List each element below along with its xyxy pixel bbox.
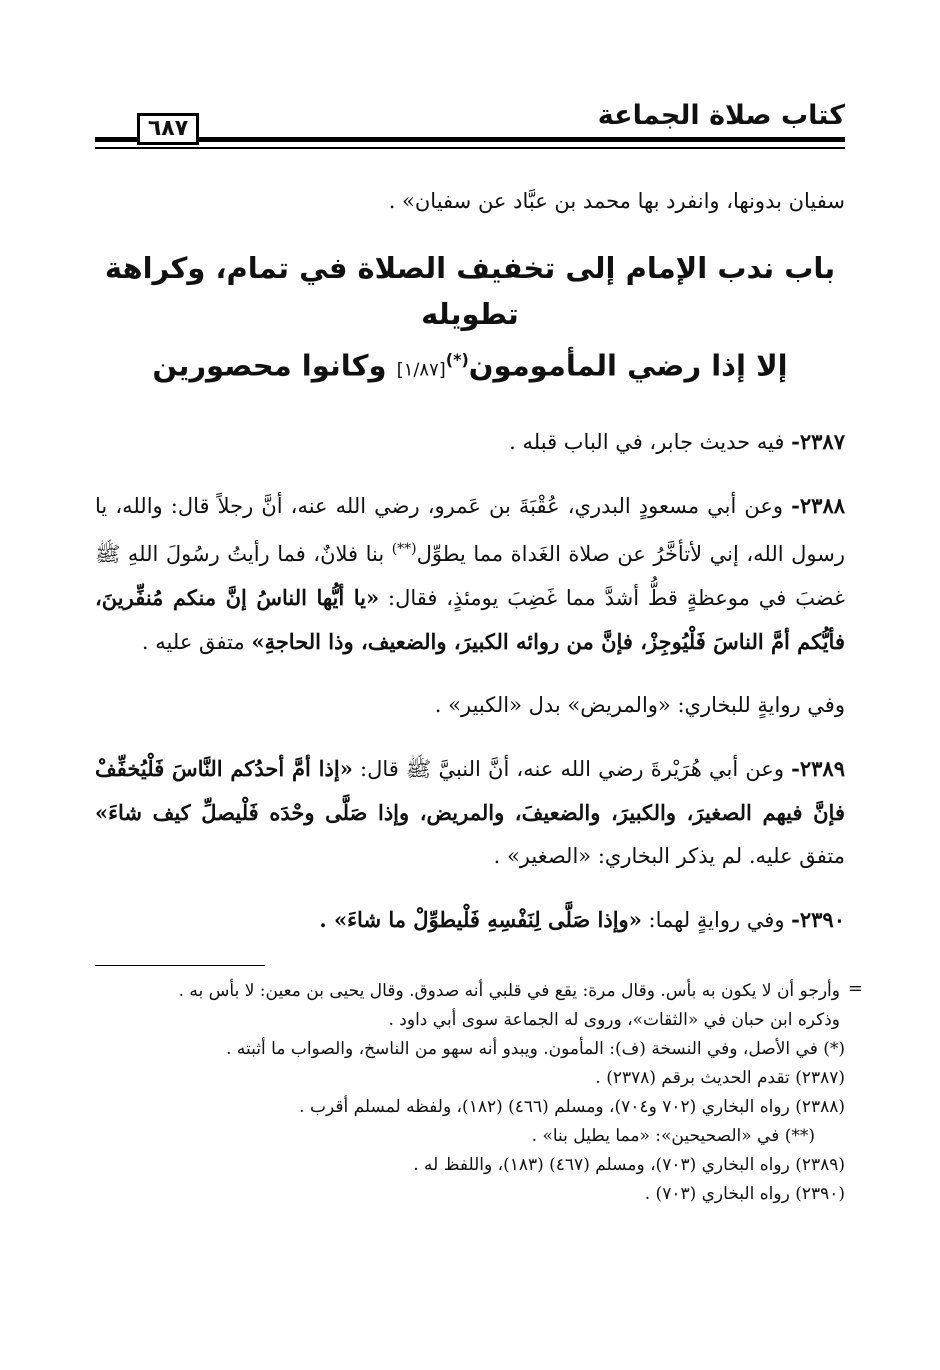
page-number: ٦٨٧ xyxy=(137,113,199,145)
hadith-text: وعن أبي مسعودٍ البدري، عُقْبَةَ بن عَمرو، رضي الله عنه، أنَّ رجلاً قال: والله، يا رسول الله، إني لأتأخَّرُ عن صلاة الغَداة مما يطوِّل xyxy=(95,493,845,566)
footnote-2389: (٢٣٨٩) رواه البخاري (٧٠٣)، ومسلم (٤٦٧) (١٨٣)، واللفظ له . xyxy=(413,1155,845,1175)
hadith-text: وعن أبي هُرَيْرةَ رضي الله عنه، أنَّ النبيَّ ﷺ قال: xyxy=(360,756,784,781)
hadith-2388 xyxy=(95,484,845,664)
footnotes xyxy=(95,978,863,1210)
hadith-number: ٢٣٨٧- xyxy=(791,428,845,454)
hadith-2389 xyxy=(95,747,845,878)
hadith-grading: متفق عليه . xyxy=(141,629,245,654)
hadith-text: فيه حديث جابر، في الباب قبله . xyxy=(509,429,785,454)
hadith-number: ٢٣٨٩- xyxy=(791,755,845,781)
footnote-2387: (٢٣٨٧) تقدم الحديث برقم (٢٣٧٨) . xyxy=(595,1068,845,1088)
chapter-title-line-2 xyxy=(95,337,845,394)
bukhari-variant: وفي روايةٍ للبخاري: «والمريض» بدل «الكبير» . xyxy=(434,692,845,717)
running-title: كتاب صلاة الجماعة xyxy=(597,100,845,131)
hadith-grading: متفق عليه. لم يذكر البخاري: «الصغير» . xyxy=(493,843,845,868)
prophetic-quote: «يا أيُّها الناسُ إنَّ منكم مُنفِّرينَ، فأيُّكم أمَّ الناسَ فَلْيُوجِزْ، فإنَّ من روائه الكبيرَ، والضعيف، وذا الحاجةِ» xyxy=(95,584,845,654)
chapter-title-part-b: وكانوا محصورين xyxy=(152,348,387,383)
prophetic-quote: «وإذا صَلَّى لِنَفْسِهِ فَلْيطوِّلْ ما شاءَ» . xyxy=(319,906,642,932)
chapter-title-line-1: باب ندب الإمام إلى تخفيف الصلاة في تمام، وكراهة تطويله xyxy=(104,251,836,331)
hadith-text: بنا فلانٌ، فما رأيتُ رسُولَ اللهِ ﷺ غضبَ في موعظةٍ قطُّ أشدَّ مما غَضِبَ يومئذٍ، فقال: xyxy=(95,541,846,610)
header-rule-thin xyxy=(95,147,845,149)
footnote-continuation: وذكره ابن حبان في «الثقات»، وروى له الجماعة سوى أبي داود . xyxy=(388,1010,840,1030)
page-header xyxy=(95,100,845,150)
footnote-2390: (٢٣٩٠) رواه البخاري (٧٠٣) . xyxy=(644,1184,845,1204)
chapter-title xyxy=(95,245,845,394)
chapter-title-part-a: إلا إذا رضي المأمومون xyxy=(468,348,788,383)
prophetic-quote: «إذا أمَّ أحدُكم النَّاسَ فَلْيُخفِّفْ فإنَّ فيهم الصغيرَ، والكبيرَ، والضعيفَ، والمريض، وإذا صَلَّى وحْدَه فَلْيصلِّ كيف شاءَ» xyxy=(95,755,845,825)
manuscript-ref: [١/٨٧] xyxy=(396,359,446,381)
footnote-2388: (٢٣٨٨) رواه البخاري (٧٠٢ و٧٠٤)، ومسلم (٤٦٦) (١٨٢)، ولفظه لمسلم أقرب . xyxy=(299,1097,845,1117)
footnote-continuation: وأرجو أن لا يكون به بأس. وقال مرة: يقع في قلبي أنه صدوق. وقال يحيى بن معين: لا بأس به . xyxy=(178,981,840,1001)
main-text xyxy=(95,180,845,942)
continuation-mark: = xyxy=(847,978,863,999)
hadith-text: وفي روايةٍ لهما: xyxy=(648,907,785,932)
hadith-number: ٢٣٩٠- xyxy=(791,906,845,932)
hadith-2390 xyxy=(95,898,845,942)
footnote-marker-star: (*) xyxy=(445,350,469,369)
footnote-separator xyxy=(95,965,835,966)
intro-line: سفيان بدونها، وانفرد بها محمد بن عبَّاد عن سفيان» . xyxy=(388,189,845,213)
footnote-double-star: (**) في «الصحيحين»: «مما يطيل بنا» . xyxy=(531,1126,815,1146)
hadith-2387 xyxy=(95,420,845,464)
footnote-marker-double-star: (**) xyxy=(391,540,417,557)
hadith-number: ٢٣٨٨- xyxy=(791,492,846,518)
footnote-star: (*) في الأصل، وفي النسخة (ف): المأمون. ويبدو أنه سهو من الناسخ، والصواب ما أثبته . xyxy=(226,1039,845,1059)
header-rule-thick xyxy=(95,137,845,142)
